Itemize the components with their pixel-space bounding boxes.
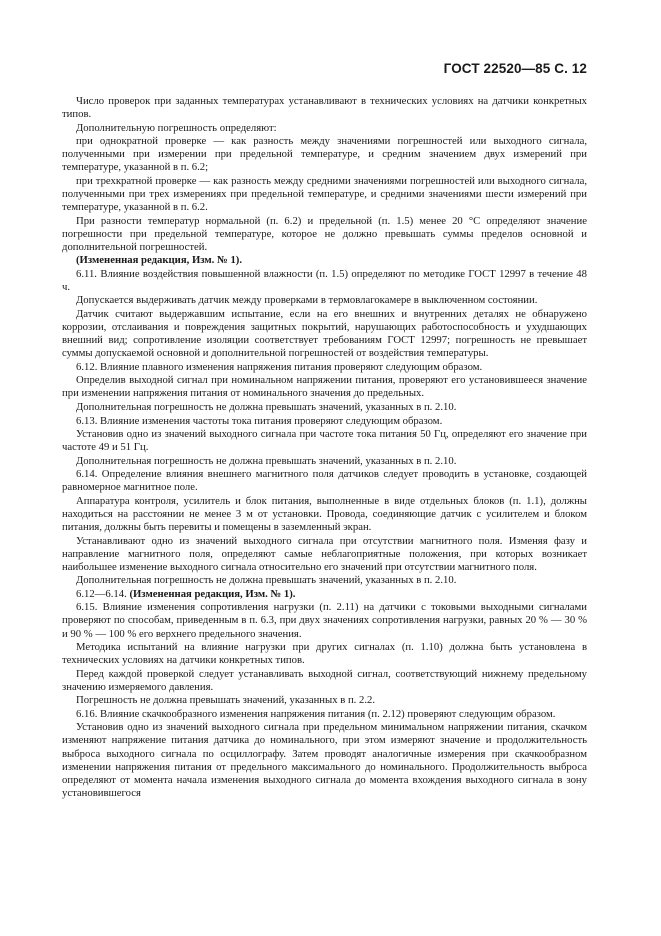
paragraph: Дополнительная погрешность не должна превышать значений, указанных в п. 2.10. xyxy=(76,574,457,587)
paragraph: Установив одно из значений выходного сигнала при предельном минимальном напряжении питания, скачком изменяют напряжение питания датчика до номинального, при этом измеряют значение и продолжительность выброса выходного сигнала по осциллографу. Затем проводят аналогичные измерения при скачкообразном изменении напряжения питания от предельного максимального до номинального. Продолжительность выброса определяют от момента начала изменения выходного сигнала до момента вхождения выходного сигнала в зону установившегося xyxy=(62,721,587,799)
paragraph: Число проверок при заданных температурах устанавливают в технических условиях на датчики конкретных типов. xyxy=(62,95,587,121)
paragraph: при трехкратной проверке — как разность между средними значениями погрешностей или выходного сигнала, полученными при трех измерениях при предельной температуре, и средними значениями шести измерений при температуре, указанной в п. 6.2. xyxy=(62,174,587,214)
paragraph: Дополнительная погрешность не должна превышать значений, указанных в п. 2.10. xyxy=(76,400,457,413)
paragraph: 6.15. Влияние изменения сопротивления нагрузки (п. 2.11) на датчики с токовыми выходными сигналами проверяют по способам, приведенным в п. 6.3, при двух значениях сопротивления нагрузки, равных 20 % — 30 % и 90 % — 100 % его верхнего предельного значения. xyxy=(62,601,587,640)
paragraph: Допускается выдерживать датчик между проверками в термовлагокамере в выключенном состоянии. xyxy=(76,294,538,307)
paragraph: Аппаратура контроля, усилитель и блок питания, выполненные в виде отдельных блоков (п. 1.1), должны находиться на расстоянии не менее 3 м от установки. Провода, соединяющие датчик с усилителем и блоком питания, должны быть перевиты и помещены в заземленный экран. xyxy=(62,494,587,533)
amendment-note xyxy=(62,588,587,601)
amendment-note: (Измененная редакция, Изм. № 1). xyxy=(76,254,243,267)
paragraph: Методика испытаний на влияние нагрузки при других сигналах (п. 1.10) должна быть установлена в технических условиях на датчики конкретных типов. xyxy=(62,641,587,667)
paragraph: При разности температур нормальной (п. 6.2) и предельной (п. 1.5) менее 20 °С определяют значение погрешности при предельной температуре, которое не должно превышать суммы пределов основной и дополнительной погрешностей. xyxy=(62,214,587,253)
paragraph: Дополнительную погрешность определяют: xyxy=(76,121,277,134)
clause-range: 6.12—6.14. xyxy=(76,587,130,600)
paragraph: Перед каждой проверкой следует устанавливать выходной сигнал, соответствующий нижнему предельному значению измеряемого давления. xyxy=(62,667,587,693)
paragraph: 6.11. Влияние воздействия повышенной влажности (п. 1.5) определяют по методике ГОСТ 12997 в течение 48 ч. xyxy=(62,267,587,293)
paragraph: Установив одно из значений выходного сигнала при частоте тока питания 50 Гц, определяют его значение при частоте 49 и 51 Гц. xyxy=(62,428,587,454)
paragraph: Дополнительная погрешность не должна превышать значений, указанных в п. 2.10. xyxy=(76,454,457,467)
paragraph: Погрешность не должна превышать значений, указанных в п. 2.2. xyxy=(76,694,376,707)
body-text xyxy=(62,95,587,800)
page-header: ГОСТ 22520—85 С. 12 xyxy=(443,61,587,76)
paragraph: Устанавливают одно из значений выходного сигнала при отсутствии магнитного поля. Изменяя фазу и направление магнитного поля, определяют самые неблагоприятные положения, при которых возникает наибольшее изменение выходного сигнала относительно его значений при отсутствии магнитного поля. xyxy=(62,534,587,573)
paragraph: при однократной проверке — как разность между значениями погрешностей или выходного сигнала, полученными при измерении при предельной температуре, и средним значением двух измерений при температуре, указанной в п. 6.2; xyxy=(62,135,587,174)
paragraph: 6.12. Влияние плавного изменения напряжения питания проверяют следующим образом. xyxy=(76,360,483,373)
paragraph: 6.13. Влияние изменения частоты тока питания проверяют следующим образом. xyxy=(76,414,443,427)
paragraph: 6.14. Определение влияния внешнего магнитного поля датчиков следует проводить в установке, создающей равномерное магнитное поле. xyxy=(62,468,587,494)
paragraph: Определив выходной сигнал при номинальном напряжении питания, проверяют его установившееся значение при изменении напряжения питания от номинального значения до предельных. xyxy=(62,374,587,400)
paragraph: Датчик считают выдержавшим испытание, если на его внешних и внутренних деталях не обнаружено коррозии, отслаивания и повреждения защитных покрытий, нарушающих работоспособность и ухудшающих внешний вид; сопротивление изоляции соответствует требованиям ГОСТ 12997; погрешность не превышает суммы допускаемой основной и дополнительной погрешностей от воздействия температуры. xyxy=(62,308,587,360)
paragraph: 6.16. Влияние скачкообразного изменения напряжения питания (п. 2.12) проверяют следующим образом. xyxy=(76,707,556,720)
amendment-label: (Измененная редакция, Изм. № 1). xyxy=(129,587,296,600)
